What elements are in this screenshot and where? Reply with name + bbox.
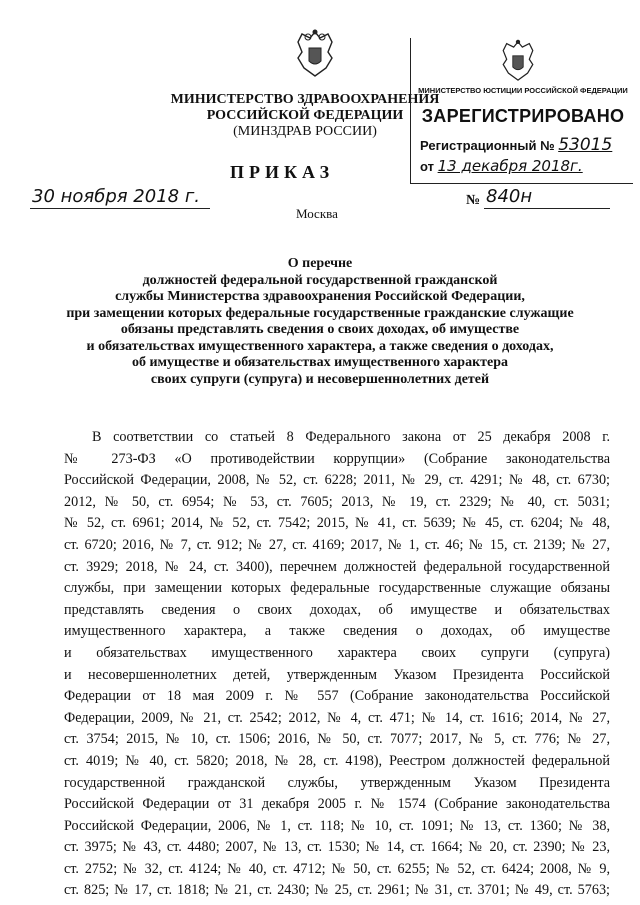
body-line: и обязательствах имущественного характера своих супруги (супруга) bbox=[64, 644, 610, 661]
title-line: об имуществе и обязательствах имущественного характера bbox=[131, 355, 509, 370]
body-line: имущественного характера, а также сведения о доходах, об имуществе bbox=[64, 623, 610, 640]
body-line: № 52, ст. 6961; 2014, № 52, ст. 7542; 2015, № 41, ст. 5639; № 45, ст. 6204; № 48, bbox=[64, 515, 610, 532]
body-line: ст. 2752; № 32, ст. 4124; № 40, ст. 4712; № 50, ст. 6255; № 52, ст. 6424; 2008, № 9, bbox=[64, 860, 610, 877]
body-line: службы, при замещении которых федеральные государственные служащие обязаны bbox=[64, 580, 610, 597]
stamp-date-prefix: от bbox=[420, 159, 434, 174]
body-line: ст. 3975; № 43, ст. 4480; 2007, № 13, ст. 1530; № 14, ст. 1664; № 20, ст. 2390; № 23, bbox=[64, 839, 610, 856]
body-line: Российской Федерации, 2008, № 52, ст. 6228; 2011, № 29, ст. 4291; № 48, ст. 6730; bbox=[64, 472, 610, 489]
stamp-title: ЗАРЕГИСТРИРОВАНО bbox=[421, 106, 625, 126]
stamp-reg-label: Регистрационный № bbox=[420, 138, 555, 153]
body-line: и несовершеннолетних детей, утвержденным Указом Президента Российской bbox=[64, 666, 610, 683]
body-line: ст. 3754; 2015, № 10, ст. 1506; 2016, № 50, ст. 7077; 2017, № 5, ст. 776; № 27, bbox=[64, 731, 610, 748]
ministry-name-line1: МИНИСТЕРСТВО ЗДРАВООХРАНЕНИЯ bbox=[170, 92, 440, 107]
title-line: и обязательствах имущественного характера, а также сведения о доходах, bbox=[86, 338, 554, 354]
number-prefix: № bbox=[466, 193, 481, 208]
document-date: 30 ноября 2018 г. bbox=[32, 186, 201, 207]
title-line: своих супруги (супруга) и несовершеннолетних детей bbox=[150, 371, 490, 387]
title-line: обязаны представлять сведения о своих доходах, об имуществе bbox=[120, 322, 520, 337]
ministry-short-name: (МИНЗДРАВ РОССИИ) bbox=[233, 124, 377, 139]
stamp-emblem bbox=[498, 38, 538, 84]
coat-of-arms-emblem bbox=[292, 28, 338, 80]
title-line: должностей федеральной государственной гражданской bbox=[142, 272, 498, 288]
stamp-date bbox=[420, 157, 583, 175]
document-title bbox=[10, 256, 630, 388]
body-line: Федерации от 18 мая 2009 г. № 557 (Собрание законодательства Российской bbox=[64, 688, 610, 705]
stamp-reg-number: 53015 bbox=[558, 135, 613, 155]
body-line: В соответствии со статьей 8 Федерального закона от 25 декабря 2008 г. bbox=[92, 429, 610, 445]
body-line: ст. 4019; № 40, ст. 5820; 2018, № 28, ст. 4198), Реестром должностей федеральной bbox=[64, 752, 610, 769]
document-number: 840н bbox=[486, 186, 533, 207]
number-underline bbox=[484, 208, 610, 209]
body-line: ст. 3929; 2018, № 24, ст. 3400), перечнем должностей федеральной государственной bbox=[64, 558, 610, 575]
title-line: службы Министерства здравоохранения Российской Федерации, bbox=[115, 289, 525, 304]
body-line: 2012, № 50, ст. 6954; № 53, ст. 7605; 2013, № 19, ст. 2329; № 40, ст. 5031; bbox=[64, 493, 610, 510]
body-line: № 273-ФЗ «О противодействии коррупции» (Собрание законодательства bbox=[64, 450, 610, 467]
stamp-date-value: 13 декабря 2018г. bbox=[437, 157, 583, 175]
document-type: ПРИКАЗ bbox=[230, 162, 335, 182]
body-line: представлять сведения о своих доходах, об имуществе и обязательствах bbox=[64, 601, 610, 618]
document-body bbox=[64, 427, 610, 902]
date-underline bbox=[30, 208, 210, 209]
stamp-organization: МИНИСТЕРСТВО ЮСТИЦИИ РОССИЙСКОЙ ФЕДЕРАЦИИ bbox=[418, 86, 628, 95]
body-line: Российской Федерации, 2006, № 1, ст. 118; № 10, ст. 1091; № 13, ст. 1360; № 38, bbox=[64, 817, 610, 834]
document-city: Москва bbox=[296, 206, 338, 221]
body-line: государственной гражданской службы, утвержденным Указом Президента bbox=[64, 774, 610, 791]
title-line: О перечне bbox=[287, 256, 353, 271]
ministry-header bbox=[160, 92, 450, 140]
body-line: Федерации, 2009, № 21, ст. 2542; 2012, № 4, ст. 471; № 14, ст. 1616; 2014, № 27, bbox=[64, 709, 610, 726]
stamp-registration bbox=[420, 135, 612, 155]
body-line: ст. 6720; 2016, № 7, ст. 912; № 27, ст. 4169; 2017, № 1, ст. 46; № 15, ст. 2139; № 27, bbox=[64, 536, 610, 553]
body-line: Российской Федерации от 31 декабря 2005 г. № 1574 (Собрание законодательства bbox=[64, 796, 610, 813]
title-line: при замещении которых федеральные государственные гражданские служащие bbox=[66, 305, 574, 321]
ministry-name-line2: РОССИЙСКОЙ ФЕДЕРАЦИИ bbox=[206, 108, 404, 123]
body-line: ст. 825; № 17, ст. 1818; № 21, ст. 2430; № 25, ст. 2961; № 31, ст. 3701; № 49, ст. 5763; bbox=[64, 882, 610, 899]
